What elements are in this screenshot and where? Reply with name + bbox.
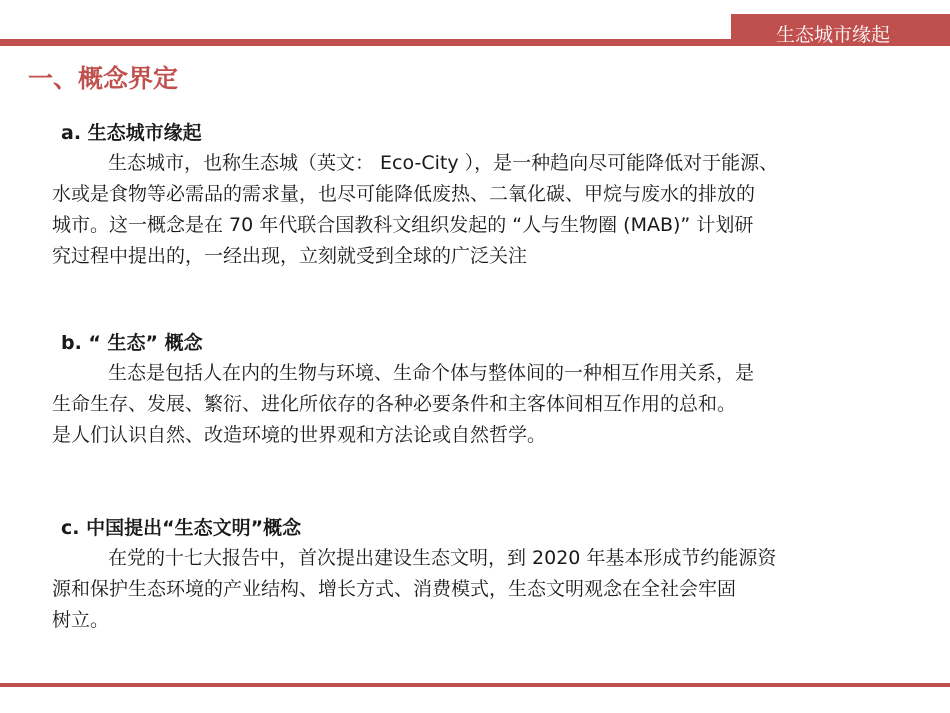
block-title: a. 生态城市缘起 xyxy=(61,122,202,144)
block-title: b. “ 生态” 概念 xyxy=(61,332,203,354)
paragraph-line: 生态城市，也称生态城（英文： Eco-City ），是一种趋向尽可能降低对于能源、 xyxy=(108,152,779,174)
paragraph-line: 生态是包括人在内的生物与环境、生命个体与整体间的一种相互作用关系，是 xyxy=(108,362,755,384)
section-heading: 一、概念界定 xyxy=(28,64,179,93)
footer-rule xyxy=(0,683,950,687)
block-ecology-concept xyxy=(52,330,944,451)
header-tab xyxy=(731,14,950,46)
paragraph-line: 源和保护生态环境的产业结构、增长方式、消费模式，生态文明观念在全社会牢固 xyxy=(52,578,737,600)
block-title: c. 中国提出“生态文明”概念 xyxy=(61,517,302,539)
block-eco-city-origin xyxy=(52,120,944,272)
paragraph-line: 在党的十七大报告中，首次提出建设生态文明，到 2020 年基本形成节约能源资 xyxy=(108,547,777,569)
paragraph-line: 树立。 xyxy=(52,609,110,631)
paragraph-line: 城市。这一概念是在 70 年代联合国教科文组织发起的 “人与生物圈 (MAB)” 计划研 xyxy=(52,214,754,236)
paragraph-line: 究过程中提出的，一经出现，立刻就受到全球的广泛关注 xyxy=(52,245,528,267)
paragraph-line: 生命生存、发展、繁衍、进化所依存的各种必要条件和主客体间相互作用的总和。 xyxy=(52,393,737,415)
header-tab-label: 生态城市缘起 xyxy=(776,24,891,46)
paragraph-line: 水或是食物等必需品的需求量，也尽可能降低废热、二氧化碳、甲烷与废水的排放的 xyxy=(52,183,756,205)
paragraph-line: 是人们认识自然、改造环境的世界观和方法论或自然哲学。 xyxy=(52,424,547,446)
block-ecological-civilization xyxy=(52,515,944,636)
